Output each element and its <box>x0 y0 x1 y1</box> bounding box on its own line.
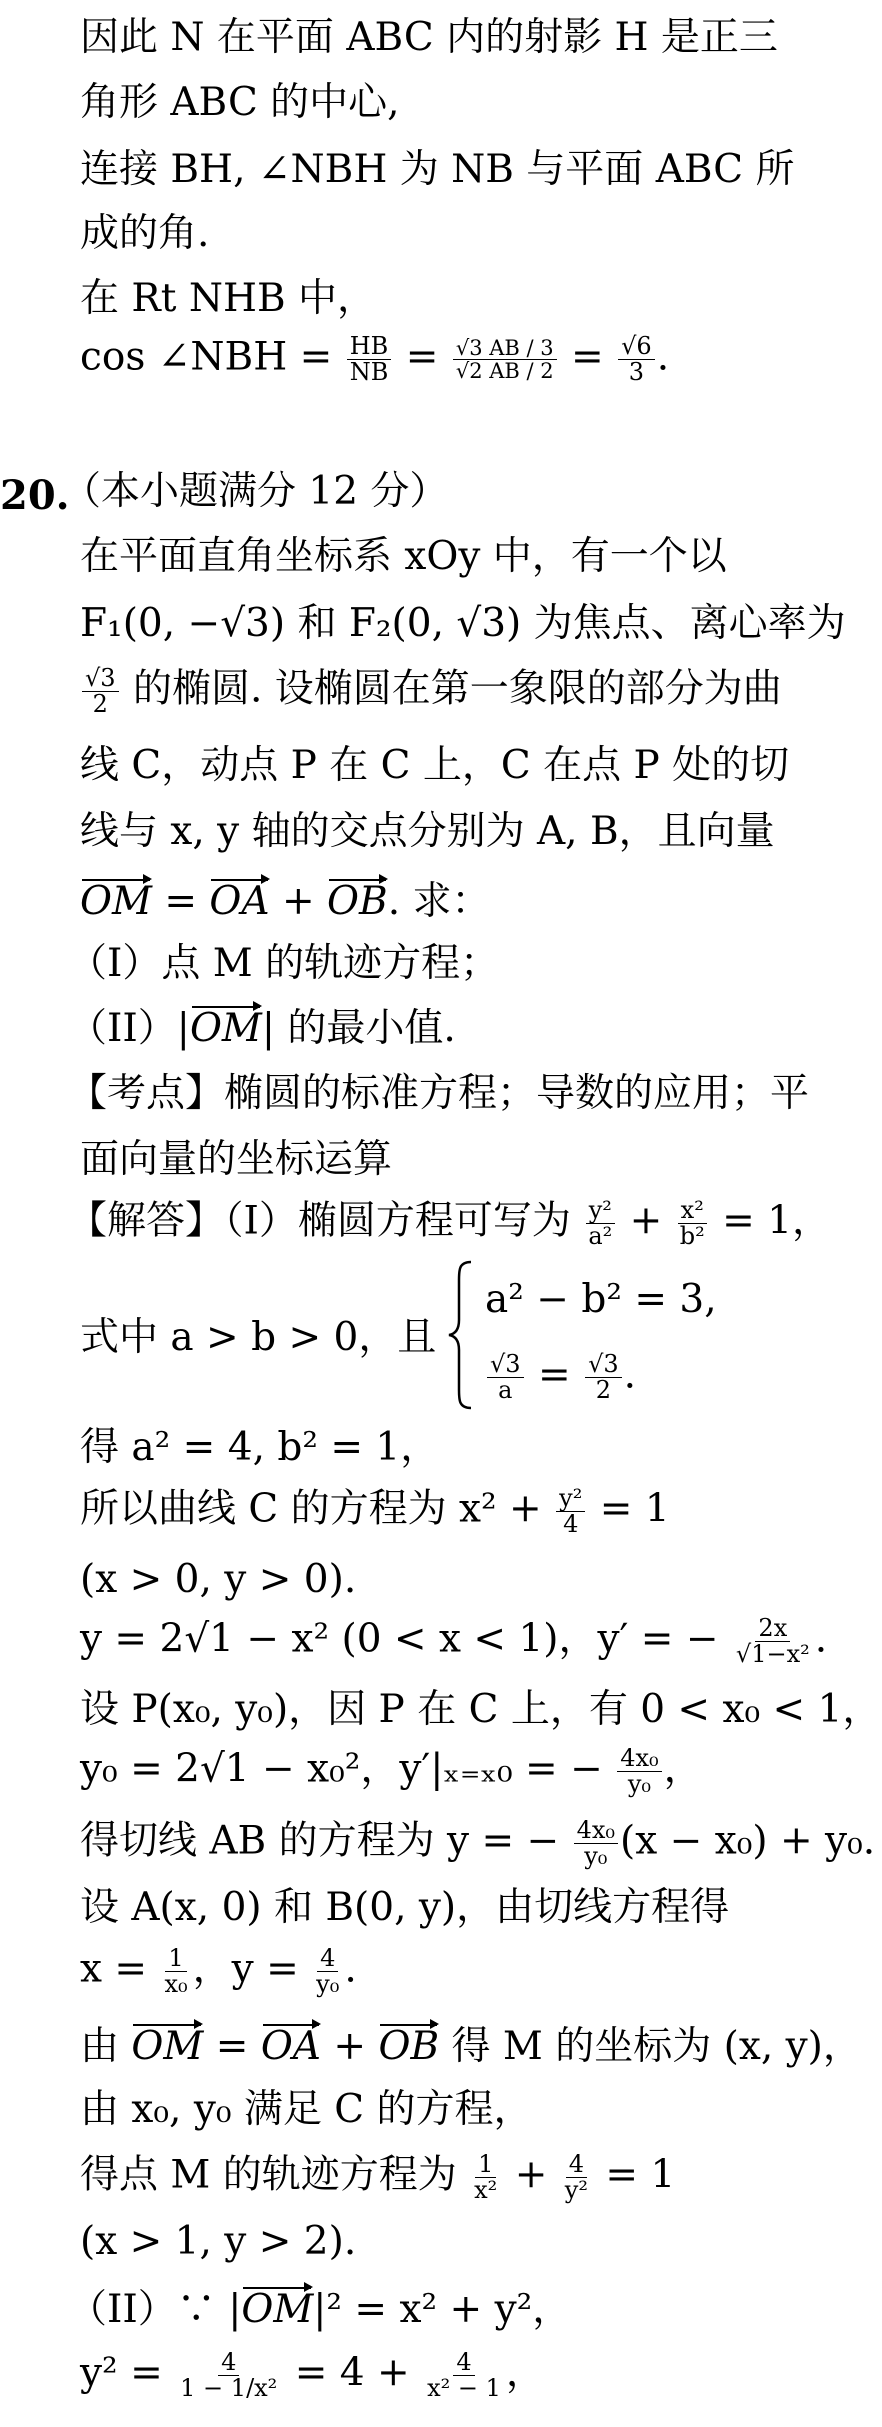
fraction: $\frac{4}{\text{y₀}}$ <box>316 1944 340 1999</box>
text-line: (x > 0, y > 0). <box>80 1557 357 1602</box>
text-line: 角形 ABC 的中心, <box>80 80 400 125</box>
fraction: $\frac{2x}{\text{√1−x²}}$ <box>735 1614 810 1669</box>
text-line: $\frac{√3}{2}$ 的椭圆. 设椭圆在第一象限的部分为曲 <box>80 666 782 717</box>
text-line: 设 P(x₀, y₀)，因 P 在 C 上，有 0 < x₀ < 1， <box>80 1687 882 1732</box>
formula-line: cos ∠NBH = $\frac{HB}{NB}$ = $\frac{√3 AB / 3}{√2 AB / 2}$ = $\frac{√6}{3}$ . <box>80 332 670 387</box>
vector-equation: OM = OA + OB. 求： <box>80 879 491 924</box>
vector-om: OM <box>131 2024 204 2069</box>
fraction: $\frac{HB}{NB}$ <box>347 334 392 385</box>
fraction: $\frac{\text{y²}}{\text{a²}}$ <box>585 1198 615 1249</box>
text-line: 面向量的坐标运算 <box>80 1137 393 1182</box>
text-line: 式中 a > b > 0，且 <box>80 1315 437 1360</box>
fraction: $\frac{1}{\text{x²}}$ <box>474 2150 498 2205</box>
fraction: $\frac{4}{\text{x² − 1}}$ <box>427 2348 501 2403</box>
formula-text: cos ∠NBH = <box>80 334 333 380</box>
fraction: $\frac{√6}{3}$ <box>618 334 655 385</box>
text-line: y² = $\frac{4}{\text{1 − 1/x²}}$ = 4 + $\frac{4}{\text{x² − 1}}$ ， <box>80 2348 545 2403</box>
text-line: （I）点 M 的轨迹方程； <box>68 941 500 986</box>
text-line: （II）∵ |OM|² = x² + y²， <box>68 2287 572 2332</box>
question-number: 20. <box>0 472 70 519</box>
fraction: $\frac{√3 AB / 3}{√2 AB / 2}$ <box>453 337 557 382</box>
text-line: (x > 1, y > 2). <box>80 2219 357 2264</box>
text-line: 得 a² = 4, b² = 1， <box>80 1425 440 1470</box>
text-line: 由 x₀, y₀ 满足 C 的方程， <box>80 2087 533 2132</box>
fraction: $\frac{√3}{2}$ <box>82 666 119 717</box>
fraction: $\frac{4}{\text{1 − 1/x²}}$ <box>180 2348 278 2403</box>
text-line: 在平面直角坐标系 xOy 中，有一个以 <box>80 534 727 579</box>
text-line: 【考点】椭圆的标准方程；导数的应用；平 <box>68 1071 810 1116</box>
fraction: $\frac{\text{y²}}{4}$ <box>556 1486 585 1537</box>
fraction: $\frac{\text{4x₀}}{\text{y₀}}$ <box>617 1746 661 1797</box>
text-line: 得切线 AB 的方程为 y = − $\frac{\text{4x₀}}{\text{y₀}}$ (x − x₀) + y₀. <box>80 1816 876 1871</box>
text-line: 设 A(x, 0) 和 B(0, y)，由切线方程得 <box>80 1885 730 1930</box>
vector-om: OM <box>241 2287 314 2332</box>
text-line: y₀ = 2√1 − x₀²，y′|ₓ₌ₓ₀ = − $\frac{\text{4x₀}}{\text{y₀}}$ ， <box>80 1744 703 1799</box>
fraction: $\frac{1}{\text{x₀}}$ <box>164 1944 188 1999</box>
left-brace <box>445 1260 475 1410</box>
system-equation: a² − b² = 3, <box>485 1277 717 1322</box>
text-line: 因此 N 在平面 ABC 内的射影 H 是正三 <box>80 15 778 60</box>
vector-oa: OA <box>260 2024 321 2069</box>
text-line: y = 2√1 − x² (0 < x < 1)，y′ = − $\frac{2x}{\text{√1−x²}}$ . <box>80 1614 828 1669</box>
text-line: 连接 BH, ∠NBH 为 NB 与平面 ABC 所 <box>80 147 795 192</box>
vector-equation: 由 OM = OA + OB 得 M 的坐标为 (x, y)， <box>80 2024 862 2069</box>
text-line: F₁(0, −√3) 和 F₂(0, √3) 为焦点、离心率为 <box>80 601 846 646</box>
text-line: 所以曲线 C 的方程为 x² + $\frac{\text{y²}}{4}$ = 1 <box>80 1484 670 1539</box>
fraction: $\frac{\text{4x₀}}{\text{y₀}}$ <box>574 1818 618 1869</box>
fraction: $\frac{√3}{2}$ <box>585 1352 622 1403</box>
equals: = <box>405 334 439 380</box>
fraction: $\frac{√3}{a}$ <box>487 1352 524 1403</box>
text-line: 线 C，动点 P 在 C 上，C 在点 P 处的切 <box>80 743 790 788</box>
text-line: 在 Rt NHB 中， <box>80 276 377 321</box>
vector-oa: OA <box>209 879 270 924</box>
question-header: （本小题满分 12 分） <box>62 469 449 514</box>
text-line: 线与 x, y 轴的交点分别为 A, B，且向量 <box>80 809 775 854</box>
system-equation: $\frac{√3}{a}$ = $\frac{√3}{2}$ . <box>485 1352 636 1403</box>
text-line: 成的角. <box>80 211 210 256</box>
vector-om: OM <box>189 1006 262 1051</box>
text-line: （II）|OM| 的最小值. <box>68 1006 456 1051</box>
text-line: 得点 M 的轨迹方程为 $\frac{1}{\text{x²}}$ + $\frac{4}{\text{y²}}$ = 1 <box>80 2150 676 2205</box>
vector-ob: OB <box>378 2024 440 2069</box>
text-line: x = $\frac{1}{\text{x₀}}$ ，y = $\frac{4}{\text{y₀}}$ . <box>80 1944 357 1999</box>
vector-ob: OB <box>327 879 388 924</box>
fraction: $\frac{4}{\text{y²}}$ <box>564 2150 588 2205</box>
vector-om: OM <box>80 879 152 924</box>
text-line: 【解答】（I）椭圆方程可写为 $\frac{\text{y²}}{\text{a²}}$ + $\frac{\text{x²}}{\text{b²}}$ = 1， <box>68 1196 832 1251</box>
fraction: $\frac{\text{x²}}{\text{b²}}$ <box>677 1198 708 1249</box>
equals: = <box>571 334 604 380</box>
